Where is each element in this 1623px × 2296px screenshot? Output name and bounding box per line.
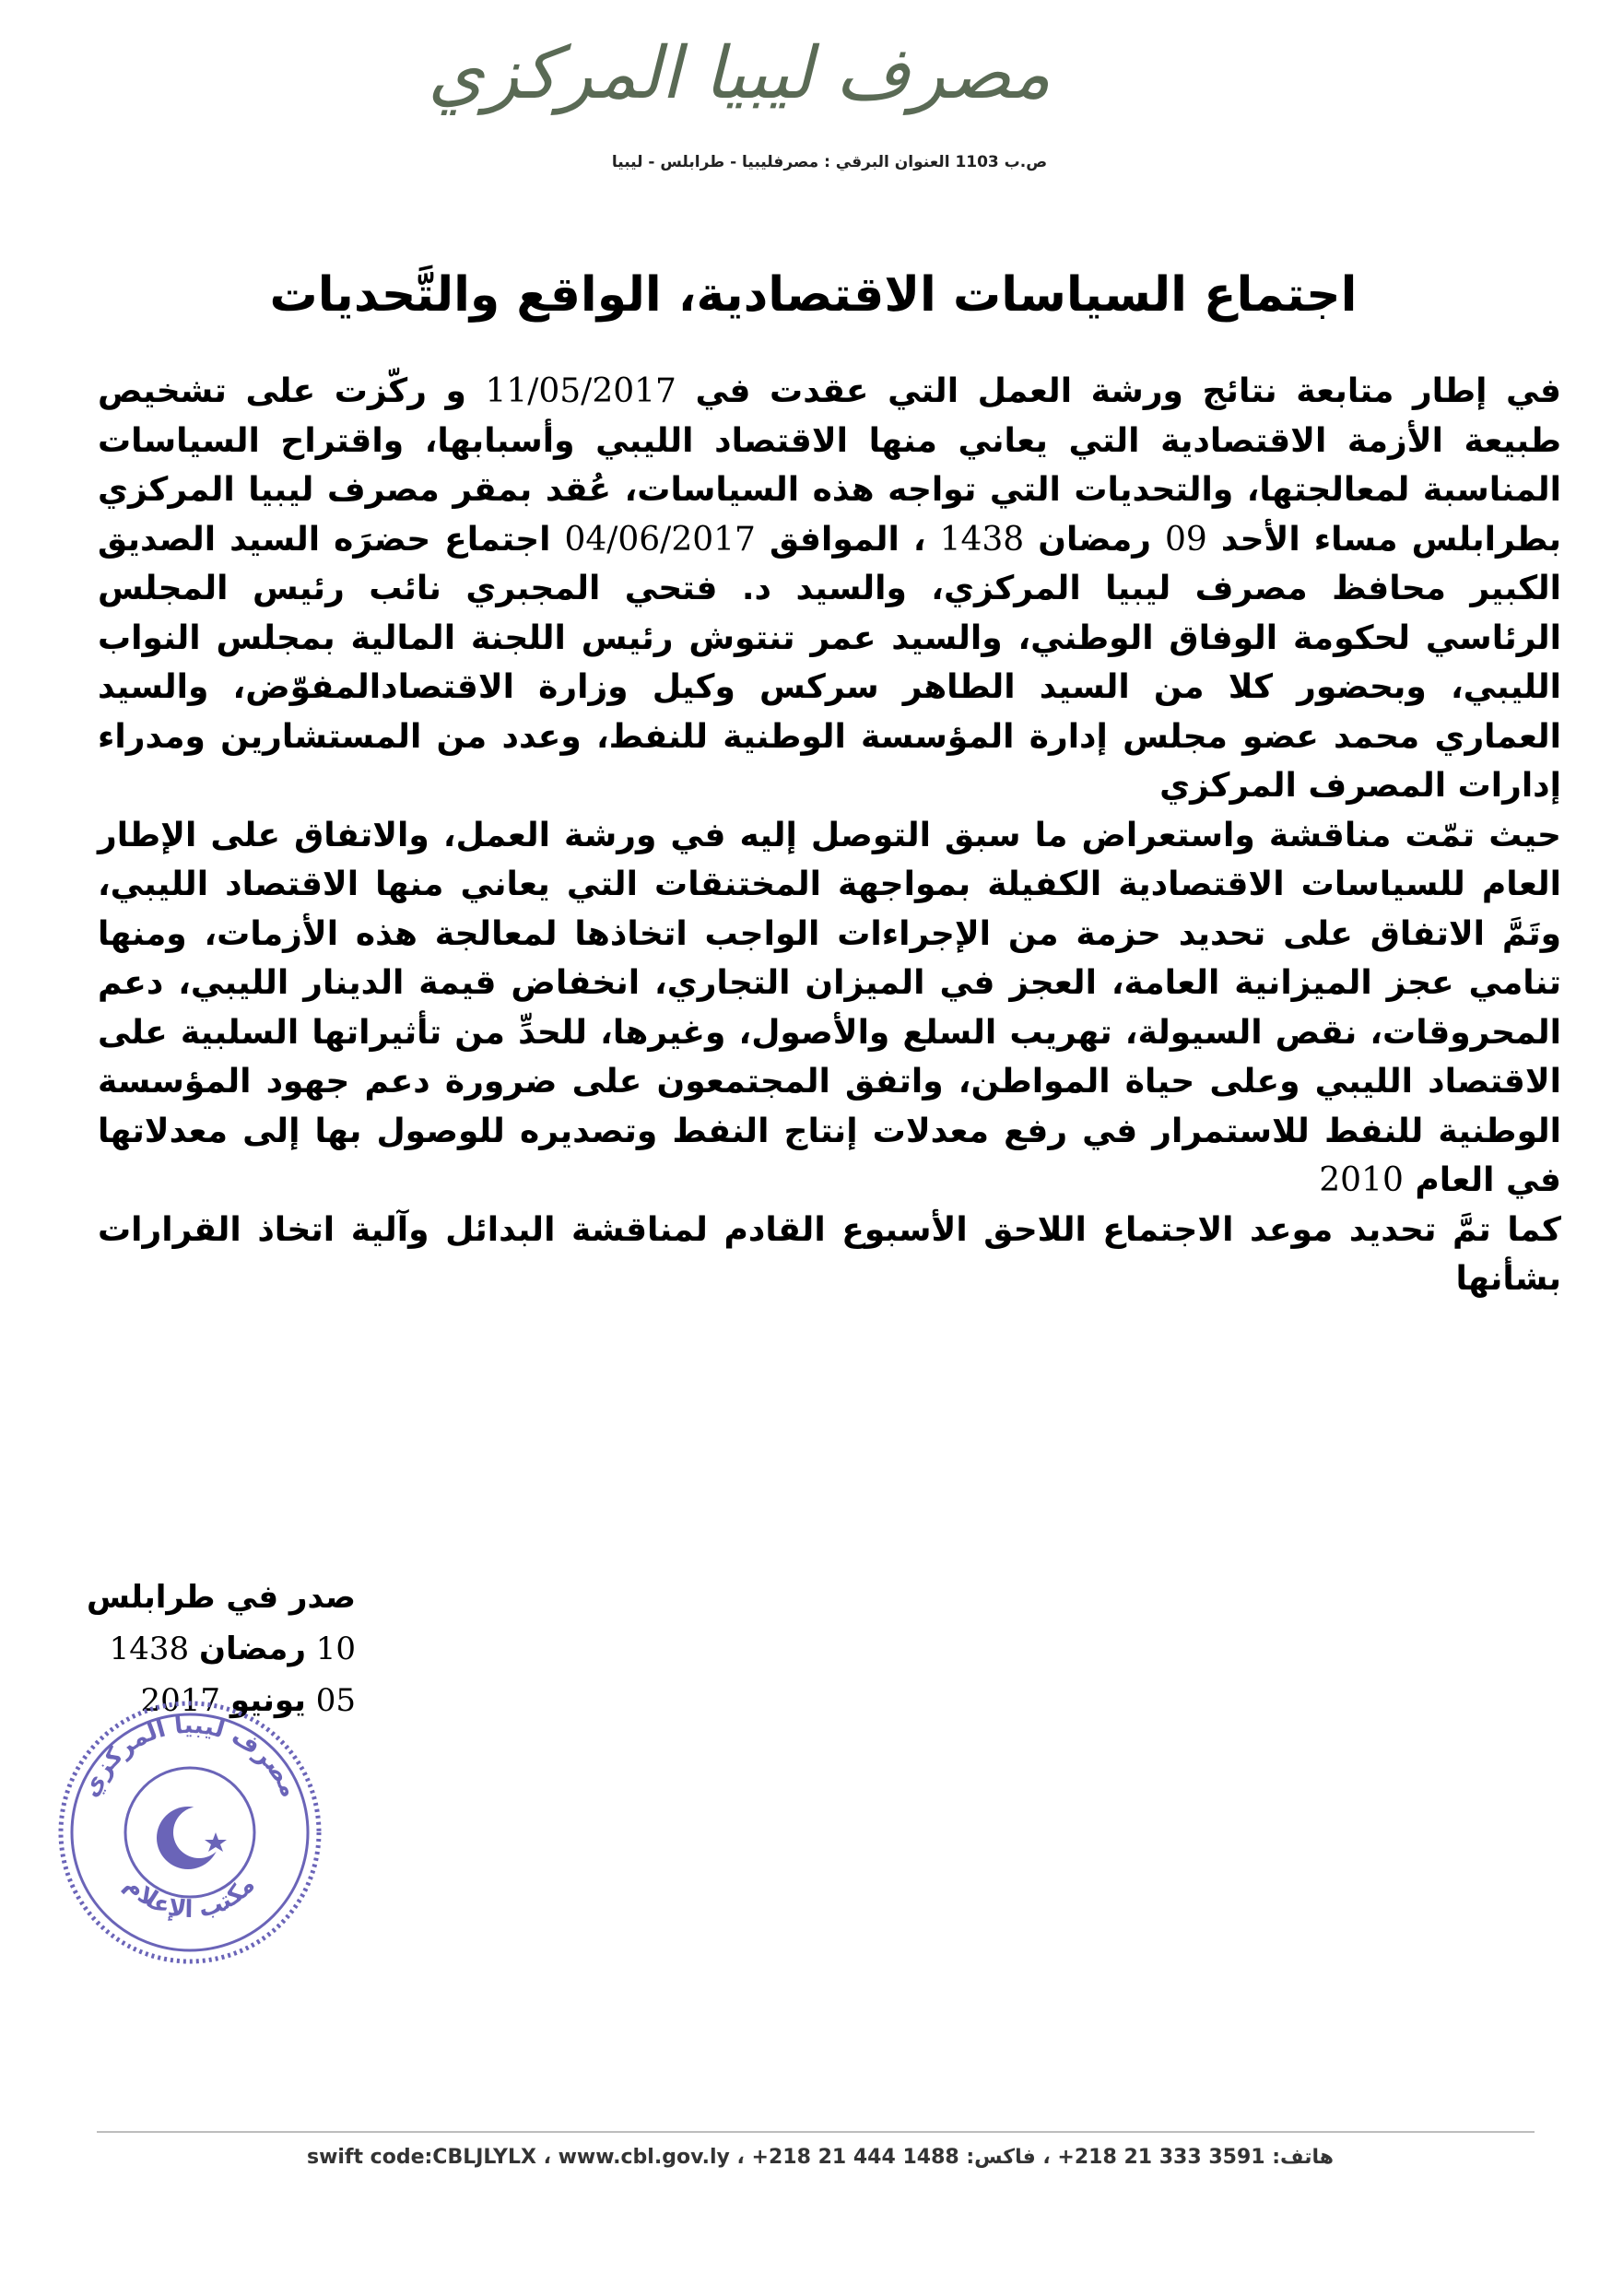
crescent-star-icon <box>157 1807 227 1869</box>
para1-date-2: 04/06/2017 <box>564 520 756 559</box>
letterhead-address: ص.ب 1103 العنوان البرقي : مصرفليبيا - طرابلس - ليبيا <box>611 153 1048 171</box>
issued-hijri-date <box>87 1623 356 1675</box>
greg-year: 2017 <box>140 1682 221 1719</box>
stamp-text-top: مصرف ليبيا المركزي <box>76 1711 304 1802</box>
para1-text-3: رمضان <box>1024 520 1165 559</box>
issued-place: صدر في طرابلس <box>87 1579 356 1616</box>
document-title: اجتماع السياسات الاقتصادية، الواقع والتَّحديات <box>269 267 1358 323</box>
footer-contact: هاتف: 3591 333 21 218+ ، فاكس: 1488 444 21 218+ ، swift code:CBLJLYLX ، www.cbl.gov.ly <box>306 2146 1335 2169</box>
footer-rule <box>97 2131 1535 2133</box>
stamp-text-bottom: مكتب الإعلام <box>119 1871 261 1925</box>
para1-text-2: و ركّزت على تشخيص طبيعة الأزمة الاقتصادية التي يعاني منها الاقتصاد الليبي وأسبابها، واقتراح السياسات المناسبة لمعالجتها، والتحديات التي تواجه هذه السياسات، عُقد بمقر مصرف ليبيا المركزي بطرابلس مساء الأحد <box>98 372 1561 559</box>
para1-text-1: في إطار متابعة نتائج ورشة العمل التي عقدت في <box>676 372 1561 410</box>
hijri-month: رمضان <box>199 1631 306 1667</box>
para1-day: 09 <box>1164 520 1207 559</box>
greg-day: 05 <box>315 1682 356 1719</box>
hijri-year: 1438 <box>109 1631 190 1667</box>
body-paragraph-1 <box>98 367 1561 811</box>
para1-year: 1438 <box>939 520 1025 559</box>
bank-logo-text: مصرف ليبيا المركزي <box>428 32 1051 115</box>
para2-text-1: حيث تمّت مناقشة واستعراض ما سبق التوصل إليه في ورشة العمل، والاتفاق على الإطار العام للسياسات الاقتصادية الكفيلة بمواجهة المختنقات التي يعاني منها الاقتصاد الليبي، وتَمَّ الاتفاق على تحديد حزمة من الإجراءات الواجب اتخاذها لمعالجة هذه الأزمات، ومنها تنامي عجز الميزانية العامة، العجز في الميزان التجاري، انخفاض قيمة الدينار الليبي، دعم المحروقات، نقص السيولة، تهريب السلع والأصول، وغيرها، للحدِّ من تأثيراتها السلبية على الاقتصاد الليبي وعلى حياة المواطن، واتفق المجتمعون على ضرورة دعم جهود المؤسسة الوطنية للنفط للاستمرار في رفع معدلات إنتاج النفط وتصديره للوصول بها إلى معدلاتها في العام <box>98 816 1561 1199</box>
document-body <box>98 367 1561 1304</box>
para1-date-1: 11/05/2017 <box>485 372 676 410</box>
greg-month: يونيو <box>229 1682 306 1719</box>
para1-text-5: اجتماع حضرَه السيد الصديق الكبير محافظ مصرف ليبيا المركزي، والسيد د. فتحي المجبري نائب رئيس المجلس الرئاسي لحكومة الوفاق الوطني، والسيد عمر تنتوش رئيس اللجنة المالية بمجلس النواب الليبي، وبحضور كلا من السيد الطاهر سركس وكيل وزارة الاقتصادالمفوّض، والسيد العماري محمد عضو مجلس إدارة المؤسسة الوطنية للنفط، وعدد من المستشارين ومدراء إدارات المصرف المركزي <box>98 520 1561 805</box>
bank-logo <box>428 18 1051 138</box>
para1-text-4: ، الموافق <box>755 520 940 559</box>
body-paragraph-2 <box>98 811 1561 1206</box>
official-stamp-icon <box>52 1694 328 1971</box>
para2-year: 2010 <box>1319 1161 1404 1199</box>
body-paragraph-3: كما تمَّ تحديد موعد الاجتماع اللاحق الأسبوع القادم لمناقشة البدائل وآلية اتخاذ القرارات بشأنها <box>98 1210 1561 1298</box>
hijri-day: 10 <box>315 1631 356 1667</box>
